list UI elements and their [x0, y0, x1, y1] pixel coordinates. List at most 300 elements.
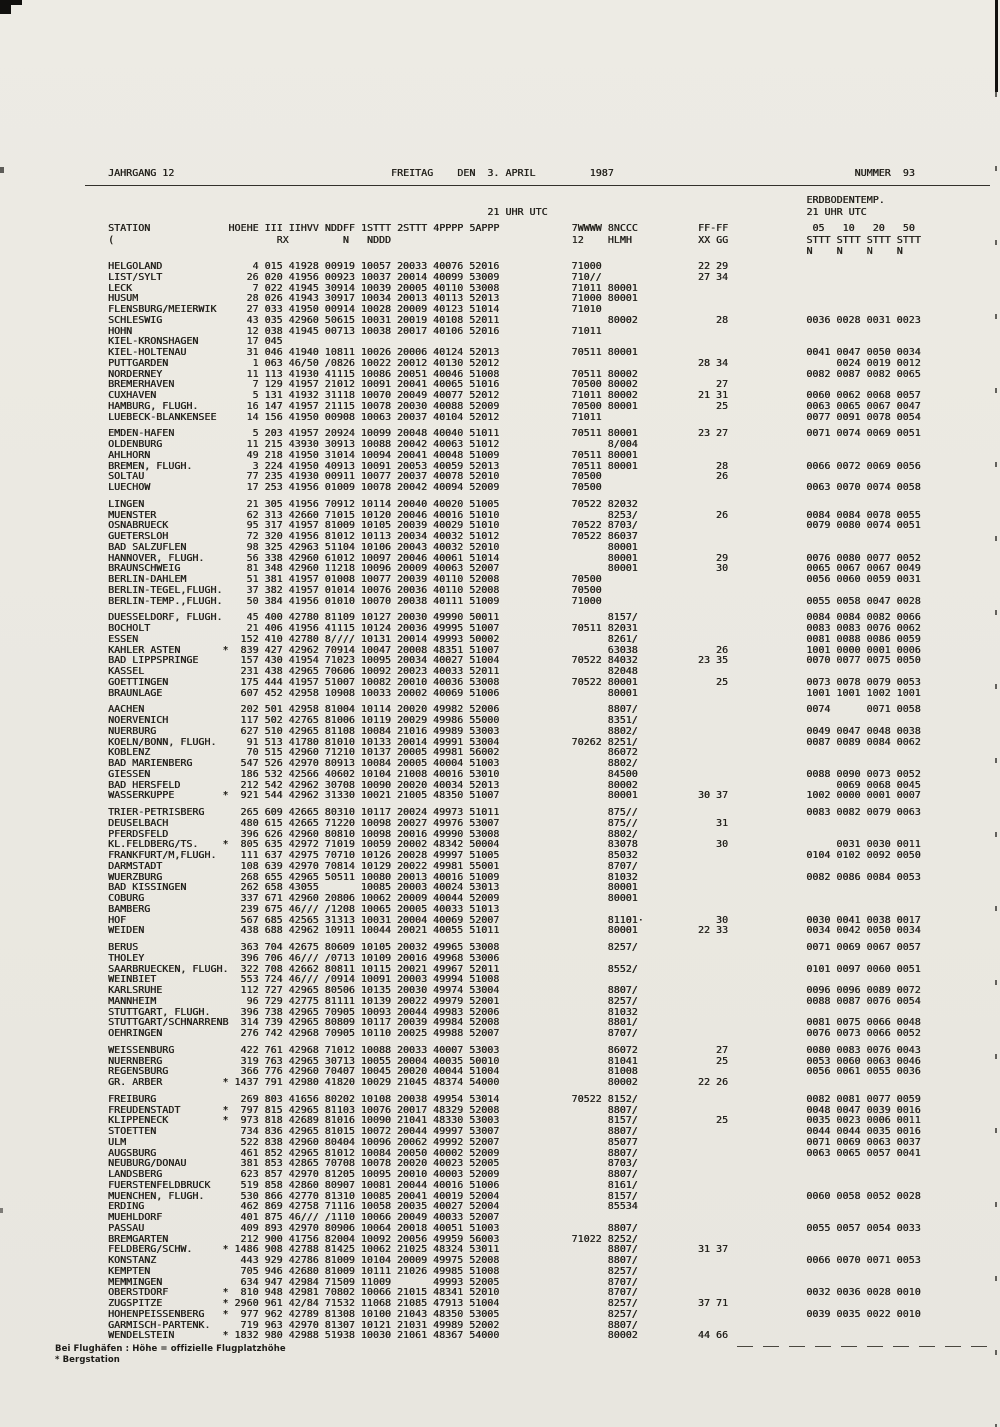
hoehe-value: 21 — [246, 623, 259, 634]
station-name: BOCHOLT — [108, 623, 151, 634]
pressure-4pppp-group: 49993 — [433, 633, 464, 645]
tendency-5appp-group: 51008 — [469, 368, 500, 380]
wind-ff-group: 28 — [697, 460, 728, 472]
pressure-4pppp-group: 49995 — [433, 623, 464, 634]
iihvv-group: 41930 — [288, 368, 319, 380]
tendency-5appp-group: 51016 — [469, 379, 500, 391]
weather-7wwww-8nccc-group: 8807/ — [571, 1104, 638, 1116]
iihvv-group: 42965 — [288, 725, 319, 737]
tendency-5appp-group: 52004 — [469, 1201, 500, 1213]
temp-1sttt-group: 10088 — [360, 439, 391, 450]
pressure-4pppp-group: 49979 — [433, 995, 464, 1007]
station-name: COBURG — [108, 893, 145, 904]
temp-1sttt-group: 10044 — [360, 925, 391, 937]
bergstation-marker: * — [222, 1244, 229, 1256]
tendency-5appp-group: 53004 — [469, 985, 500, 996]
tendency-5appp-group: 52009 — [469, 400, 500, 412]
weather-7wwww-8nccc-group: 63038 — [571, 644, 638, 656]
soil-temp-values: 1001 0000 0001 0006 — [806, 644, 921, 656]
soil-temp-values: 0063 0065 0057 0041 — [806, 1147, 921, 1159]
nddff-group: 80913 — [324, 758, 355, 769]
station-name: BAD SALZUFLEN — [108, 541, 187, 553]
iihvv-group: 41957 — [288, 428, 319, 440]
wind-ff-group: 26 — [697, 471, 728, 483]
hoehe-value: 5 — [252, 428, 259, 440]
tendency-5appp-group: 50004 — [469, 839, 500, 851]
tendency-5appp-group: 51011 — [469, 428, 500, 440]
station-number: 655 — [264, 871, 283, 883]
hoehe-value: 51 — [246, 574, 259, 585]
pressure-4pppp-group: 48342 — [433, 839, 464, 851]
table-row — [108, 635, 988, 646]
tendency-5appp-group: 52013 — [469, 779, 500, 791]
temp-2sttt-group: 20034 — [396, 655, 427, 667]
col-header-station: STATION — [108, 223, 151, 234]
soil-temp-values: 0041 0047 0050 0034 — [806, 347, 921, 358]
wind-ff-group: 30 — [697, 839, 728, 851]
tendency-5appp-group: 51003 — [469, 1222, 500, 1234]
table-row — [108, 413, 988, 424]
temp-2sttt-group: 20036 — [396, 584, 427, 596]
table-row — [108, 359, 988, 370]
station-name: BAD KISSINGEN — [108, 882, 187, 894]
hoehe-value: 212 — [240, 779, 259, 791]
hoehe-value: 7 — [252, 282, 259, 294]
station-name: KOELN/BONN, FLUGH. — [108, 736, 217, 748]
iihvv-group: 42960 — [288, 1066, 319, 1078]
hoehe-value: 805 — [240, 839, 259, 851]
soil-temp-values: 0084 0084 0082 0066 — [806, 612, 921, 624]
weather-7wwww-8nccc-group: 80001 — [571, 687, 638, 699]
pressure-4pppp-group: 40027 — [433, 655, 464, 667]
temp-2sttt-group: 20005 — [396, 758, 427, 769]
weather-7wwww-8nccc-group: 70522 86037 — [571, 531, 638, 542]
nddff-group: 81016 — [324, 1115, 355, 1127]
nummer-value: 93 — [902, 168, 915, 179]
tendency-5appp-group: 52013 — [469, 293, 500, 305]
temp-2sttt-group: 20040 — [396, 498, 427, 510]
tendency-5appp-group: 51004 — [469, 1298, 500, 1309]
nddff-group: 80202 — [324, 1093, 355, 1105]
temp-2sttt-group: 20039 — [396, 574, 427, 585]
col-subheader-nddd: NDDD — [366, 235, 391, 246]
iihvv-group: 42789 — [288, 1308, 319, 1320]
pressure-4pppp-group: 40019 — [433, 1190, 464, 1202]
bergstation-marker: * — [222, 644, 229, 656]
station-number: 626 — [264, 828, 283, 840]
tendency-5appp-group: 50002 — [469, 633, 500, 645]
tendency-5appp-group: 51003 — [469, 758, 500, 769]
iihvv-group: 42962 — [288, 925, 319, 937]
iihvv-group: 42662 — [288, 963, 319, 975]
pressure-4pppp-group: 49994 — [433, 974, 464, 986]
hoehe-value: 719 — [240, 1319, 259, 1331]
station-number: 875 — [264, 1212, 283, 1223]
temp-2sttt-group: 20008 — [396, 644, 427, 656]
table-row — [108, 1138, 988, 1149]
column-subheader-row — [108, 235, 988, 246]
weather-7wwww-8nccc-group: 80002 — [571, 779, 638, 791]
bergstation-marker: * — [222, 1330, 229, 1342]
temp-2sttt-group: 20020 — [396, 1158, 427, 1170]
nddff-group: /1110 — [324, 1212, 355, 1223]
weather-7wwww-8nccc-group: 85534 — [571, 1201, 638, 1213]
nddff-group: 81108 — [324, 725, 355, 737]
pressure-4pppp-group: 40104 — [433, 411, 464, 423]
pressure-4pppp-group: 49975 — [433, 1255, 464, 1266]
nddff-group: 81009 — [324, 1255, 355, 1266]
soil-temp-values: 0087 0089 0084 0062 — [806, 736, 921, 748]
pressure-4pppp-group: 40113 — [433, 293, 464, 305]
soil-temp-values: 0101 0097 0060 0051 — [806, 963, 921, 975]
station-name: LUEBECK-BLANKENSEE — [108, 411, 217, 423]
iihvv-group: 41957 — [288, 676, 319, 688]
nddff-group: 70708 — [324, 1158, 355, 1170]
wind-ff-group: 28 — [697, 314, 728, 326]
pressure-4pppp-group: 40108 — [433, 314, 464, 326]
pressure-4pppp-group: 40029 — [433, 520, 464, 532]
pressure-4pppp-group: 49990 — [433, 612, 464, 624]
station-name: KL.FELDBERG/TS. — [108, 839, 199, 851]
table-row — [108, 791, 988, 802]
nddff-group: 81009 — [324, 1265, 355, 1277]
station-group — [108, 262, 988, 423]
iihvv-group: 42770 — [288, 1190, 319, 1202]
station-name: LIST/SYLT — [108, 271, 163, 283]
soil-temp-values: 0063 0065 0067 0047 — [806, 400, 921, 412]
station-name: DARMSTADT — [108, 860, 163, 872]
temp-2sttt-group: 20009 — [396, 304, 427, 315]
weather-7wwww-8nccc-group: 71011 80001 — [571, 282, 638, 294]
hoehe-value: 401 — [240, 1212, 259, 1223]
temp-2sttt-group: 20003 — [396, 974, 427, 986]
tendency-5appp-group: 53005 — [469, 1308, 500, 1320]
hoehe-value: 276 — [240, 1028, 259, 1039]
tendency-5appp-group: 53003 — [469, 725, 500, 737]
hoehe-value: 117 — [240, 715, 259, 726]
temp-1sttt-group: 10091 — [360, 460, 391, 472]
iihvv-group: 42962 — [288, 644, 319, 656]
hoehe-value: 11 — [246, 368, 259, 380]
pressure-4pppp-group: 40110 — [433, 584, 464, 596]
nummer-label: NUMMER — [854, 168, 891, 179]
hoehe-value: 921 — [240, 790, 259, 802]
temp-1sttt-group: 10070 — [360, 595, 391, 607]
hoehe-value: 112 — [240, 985, 259, 996]
nddff-group: /1208 — [324, 903, 355, 915]
station-number: 803 — [264, 1093, 283, 1105]
iihvv-group: 42965 — [288, 1126, 319, 1137]
iihvv-group: 42660 — [288, 509, 319, 521]
wind-ff-group: 31 37 — [697, 1244, 728, 1256]
station-number: 739 — [264, 1017, 283, 1029]
date-label: 3. APRIL — [487, 168, 536, 179]
station-number: 857 — [264, 1169, 283, 1180]
iihvv-group: 42970 — [288, 860, 319, 872]
station-name: MUENSTER — [108, 509, 157, 521]
nddff-group: 81012 — [324, 1147, 355, 1159]
table-row — [108, 1310, 988, 1321]
temp-2sttt-group: 20020 — [396, 704, 427, 716]
col-header-7wwww: 7WWWW — [571, 223, 602, 234]
wind-ff-group: 26 — [697, 509, 728, 521]
station-name: BREMEN, FLUGH. — [108, 460, 193, 472]
pressure-4pppp-group: 40033 — [433, 1212, 464, 1223]
temp-2sttt-group: 20016 — [396, 828, 427, 840]
weather-7wwww-8nccc-group: 8257/ — [571, 942, 638, 953]
weather-7wwww-8nccc-group: 8807/ — [571, 1319, 638, 1331]
station-number: 544 — [264, 790, 283, 802]
hoehe-value: 797 — [240, 1104, 259, 1116]
col-header-hoehe: HOEHE — [228, 223, 259, 234]
temp-1sttt-group: 10119 — [360, 715, 391, 726]
station-number: 156 — [264, 411, 283, 423]
weather-7wwww-8nccc-group: 8807/ — [571, 985, 638, 996]
soil-temp-values: 0049 0047 0048 0038 — [806, 725, 921, 737]
pressure-4pppp-group: 49974 — [433, 985, 464, 996]
temp-1sttt-group: 10114 — [360, 704, 391, 716]
table-row — [108, 575, 988, 586]
wind-ff-group: 22 33 — [697, 925, 728, 937]
table-row — [108, 1181, 988, 1192]
temp-1sttt-group: 10088 — [360, 1044, 391, 1056]
iihvv-group: 42665 — [288, 807, 319, 818]
pressure-4pppp-group: 49997 — [433, 1126, 464, 1137]
station-name: MUENCHEN, FLUGH. — [108, 1190, 205, 1202]
station-number: 900 — [264, 1233, 283, 1245]
pressure-4pppp-group: 40023 — [433, 1158, 464, 1170]
station-number: 609 — [264, 807, 283, 818]
tendency-5appp-group: 51010 — [469, 520, 500, 532]
table-row — [108, 327, 988, 338]
tendency-5appp-group: 55001 — [469, 860, 500, 872]
pressure-4pppp-group: 40032 — [433, 531, 464, 542]
temp-2sttt-group: 21026 — [396, 1265, 427, 1277]
temp-2sttt-group: 21061 — [396, 1330, 427, 1342]
iihvv-group: 41945 — [288, 282, 319, 294]
hoehe-value: 2960 — [234, 1298, 259, 1309]
iihvv-group: 41780 — [288, 736, 319, 748]
temp-1sttt-group: 10126 — [360, 850, 391, 861]
iihvv-group: 42689 — [288, 1115, 319, 1127]
pressure-4pppp-group: 49965 — [433, 942, 464, 953]
weather-7wwww-8nccc-group: 875// — [571, 817, 638, 829]
weather-7wwww-8nccc-group: 70522 8703/ — [571, 520, 638, 532]
weather-7wwww-8nccc-group: 8807/ — [571, 704, 638, 716]
nddff-group: 71012 — [324, 1044, 355, 1056]
station-number: 542 — [264, 779, 283, 791]
station-name: KARLSRUHE — [108, 985, 163, 996]
temp-2sttt-group: 20050 — [396, 1147, 427, 1159]
soil-temp-values: 0071 0069 0063 0037 — [806, 1136, 921, 1148]
table-row — [108, 273, 988, 284]
soil-temp-values: 0065 0067 0067 0049 — [806, 563, 921, 575]
hoehe-value: 422 — [240, 1044, 259, 1056]
soil-temp-values: 0096 0096 0089 0072 — [806, 985, 921, 996]
nddff-group: 80609 — [324, 942, 355, 953]
weather-7wwww-8nccc-group: 8157/ — [571, 1190, 638, 1202]
tendency-5appp-group: 53010 — [469, 768, 500, 780]
tendency-5appp-group: 51004 — [469, 655, 500, 667]
table-row — [108, 262, 988, 273]
col-header-iihvv: IIHVV — [288, 223, 319, 234]
pressure-4pppp-group: 40035 — [433, 1055, 464, 1067]
temp-1sttt-group: 11009 — [360, 1276, 391, 1288]
station-name: FREUDENSTADT — [108, 1104, 181, 1116]
station-number: 637 — [264, 850, 283, 861]
station-group — [108, 429, 988, 494]
hoehe-value: 37 — [246, 584, 259, 596]
tendency-5appp-group: 52010 — [469, 541, 500, 553]
tendency-5appp-group: 52011 — [469, 963, 500, 975]
hoehe-value: 734 — [240, 1126, 259, 1137]
station-name: THOLEY — [108, 952, 145, 964]
iihvv-group: 41957 — [288, 574, 319, 585]
nddff-group: 00908 — [324, 411, 355, 423]
station-number: 980 — [264, 1330, 283, 1342]
station-number: 113 — [264, 368, 283, 380]
iihvv-group: 42780 — [288, 633, 319, 645]
pressure-4pppp-group: 49986 — [433, 715, 464, 726]
scan-right-edge-artifact — [995, 0, 998, 92]
station-name: KONSTANZ — [108, 1255, 157, 1266]
nddff-group: 71023 — [324, 655, 355, 667]
iihvv-group: 41950 — [288, 449, 319, 461]
temp-1sttt-group: 10098 — [360, 817, 391, 829]
temp-1sttt-group: 10091 — [360, 379, 391, 391]
station-group — [108, 1095, 988, 1342]
temp-2sttt-group: 20048 — [396, 428, 427, 440]
station-group — [108, 613, 988, 699]
tendency-5appp-group: 52008 — [469, 1017, 500, 1029]
table-row — [108, 284, 988, 295]
weather-7wwww-8nccc-group: 8807/ — [571, 1126, 638, 1137]
temp-1sttt-group: 10106 — [360, 541, 391, 553]
station-name: WUERZBURG — [108, 871, 163, 883]
station-number: 313 — [264, 509, 283, 521]
station-number: 022 — [264, 282, 283, 294]
nddff-group: 70905 — [324, 1006, 355, 1018]
station-number: 020 — [264, 271, 283, 283]
station-number: 215 — [264, 439, 283, 450]
weather-7wwww-8nccc-group: 80002 — [571, 314, 638, 326]
station-number: 815 — [264, 1104, 283, 1116]
station-number: 438 — [264, 666, 283, 677]
temp-1sttt-group: 10109 — [360, 952, 391, 964]
pressure-4pppp-group: 49992 — [433, 1136, 464, 1148]
temp-2sttt-group: 20013 — [396, 293, 427, 305]
station-name: KIEL-KRONSHAGEN — [108, 336, 199, 348]
station-number: 836 — [264, 1126, 283, 1137]
weather-7wwww-8nccc-group: 8802/ — [571, 828, 638, 840]
hoehe-value: 12 — [246, 325, 259, 337]
soil-temp-values: 0071 0069 0067 0057 — [806, 942, 921, 953]
station-name: MUEHLDORF — [108, 1212, 163, 1223]
station-name: KIEL-HOLTENAU — [108, 347, 187, 358]
soil-temp-values: 0066 0070 0071 0053 — [806, 1255, 921, 1266]
weather-7wwww-8nccc-group: 8707/ — [571, 1028, 638, 1039]
table-row — [108, 543, 988, 554]
soil-temp-values: 0053 0060 0063 0046 — [806, 1055, 921, 1067]
station-number: 444 — [264, 676, 283, 688]
iihvv-group: 42965 — [288, 666, 319, 677]
weather-7wwww-8nccc-group: 8257/ — [571, 1298, 638, 1309]
station-number: 410 — [264, 633, 283, 645]
weather-7wwww-8nccc-group: 8807/ — [571, 1244, 638, 1256]
station-number: 763 — [264, 1055, 283, 1067]
pressure-4pppp-group: 40051 — [433, 1222, 464, 1234]
soil-temp-values: 0104 0102 0092 0050 — [806, 850, 921, 861]
weather-7wwww-8nccc-group: 8261/ — [571, 633, 638, 645]
weather-7wwww-8nccc-group: 70522 84032 — [571, 655, 638, 667]
soil-temp-values: 1001 1001 1002 1001 — [806, 687, 921, 699]
hoehe-value: 50 — [246, 595, 259, 607]
station-number: 046 — [264, 347, 283, 358]
iihvv-group: 42970 — [288, 758, 319, 769]
iihvv-group: 41756 — [288, 1233, 319, 1245]
pressure-4pppp-group: 40036 — [433, 676, 464, 688]
station-name: SCHLESWIG — [108, 314, 163, 326]
soil-temp-values: 0080 0083 0076 0043 — [806, 1044, 921, 1056]
hoehe-value: 91 — [246, 736, 259, 748]
nddff-group: 81205 — [324, 1169, 355, 1180]
weather-7wwww-8nccc-group: 70511 80002 — [571, 368, 638, 380]
table-row — [108, 997, 988, 1008]
weather-7wwww-8nccc-group: 8257/ — [571, 1265, 638, 1277]
station-number: 348 — [264, 563, 283, 575]
temp-2sttt-group: 20021 — [396, 963, 427, 975]
weekday-label: FREITAG — [390, 168, 434, 179]
hoehe-value: 239 — [240, 903, 259, 915]
table-row — [108, 1224, 988, 1235]
tendency-5appp-group: 51005 — [469, 498, 500, 510]
station-number: 946 — [264, 1265, 283, 1277]
table-row — [108, 597, 988, 608]
station-name: BAD MARIENBERG — [108, 758, 193, 769]
station-number: 706 — [264, 952, 283, 964]
nddff-group: 30913 — [324, 439, 355, 450]
table-row — [108, 429, 988, 440]
station-number: 427 — [264, 644, 283, 656]
pressure-4pppp-group: 40130 — [433, 357, 464, 369]
bergstation-marker: * — [222, 790, 229, 802]
station-name: FUERSTENFELDBRUCK — [108, 1179, 211, 1191]
station-name: DEUSELBACH — [108, 817, 169, 829]
pressure-4pppp-group: 48324 — [433, 1244, 464, 1256]
hoehe-value: 43 — [246, 314, 259, 326]
tendency-5appp-group: 52009 — [469, 1147, 500, 1159]
temp-2sttt-group: 20030 — [396, 985, 427, 996]
weather-7wwww-8nccc-group: 8807/ — [571, 1147, 638, 1159]
pressure-4pppp-group: 49997 — [433, 850, 464, 861]
scan-bottom-dashes — [737, 1346, 987, 1347]
station-name: STUTTGART/SCHNARRENB — [108, 1017, 229, 1029]
hoehe-value: 202 — [240, 704, 259, 716]
station-name: AHLHORN — [108, 449, 151, 461]
station-number: 515 — [264, 747, 283, 759]
table-row — [108, 1331, 988, 1342]
temp-2sttt-group: 20043 — [396, 541, 427, 553]
station-name: ULM — [108, 1136, 127, 1148]
temp-1sttt-group: 10058 — [360, 1201, 391, 1213]
station-number: 948 — [264, 1287, 283, 1299]
tendency-5appp-group: 50011 — [469, 612, 500, 624]
table-row — [108, 770, 988, 781]
temp-1sttt-group: 10100 — [360, 1308, 391, 1320]
station-number: 635 — [264, 839, 283, 851]
table-row — [108, 316, 988, 327]
pressure-4pppp-group: 40063 — [433, 563, 464, 575]
